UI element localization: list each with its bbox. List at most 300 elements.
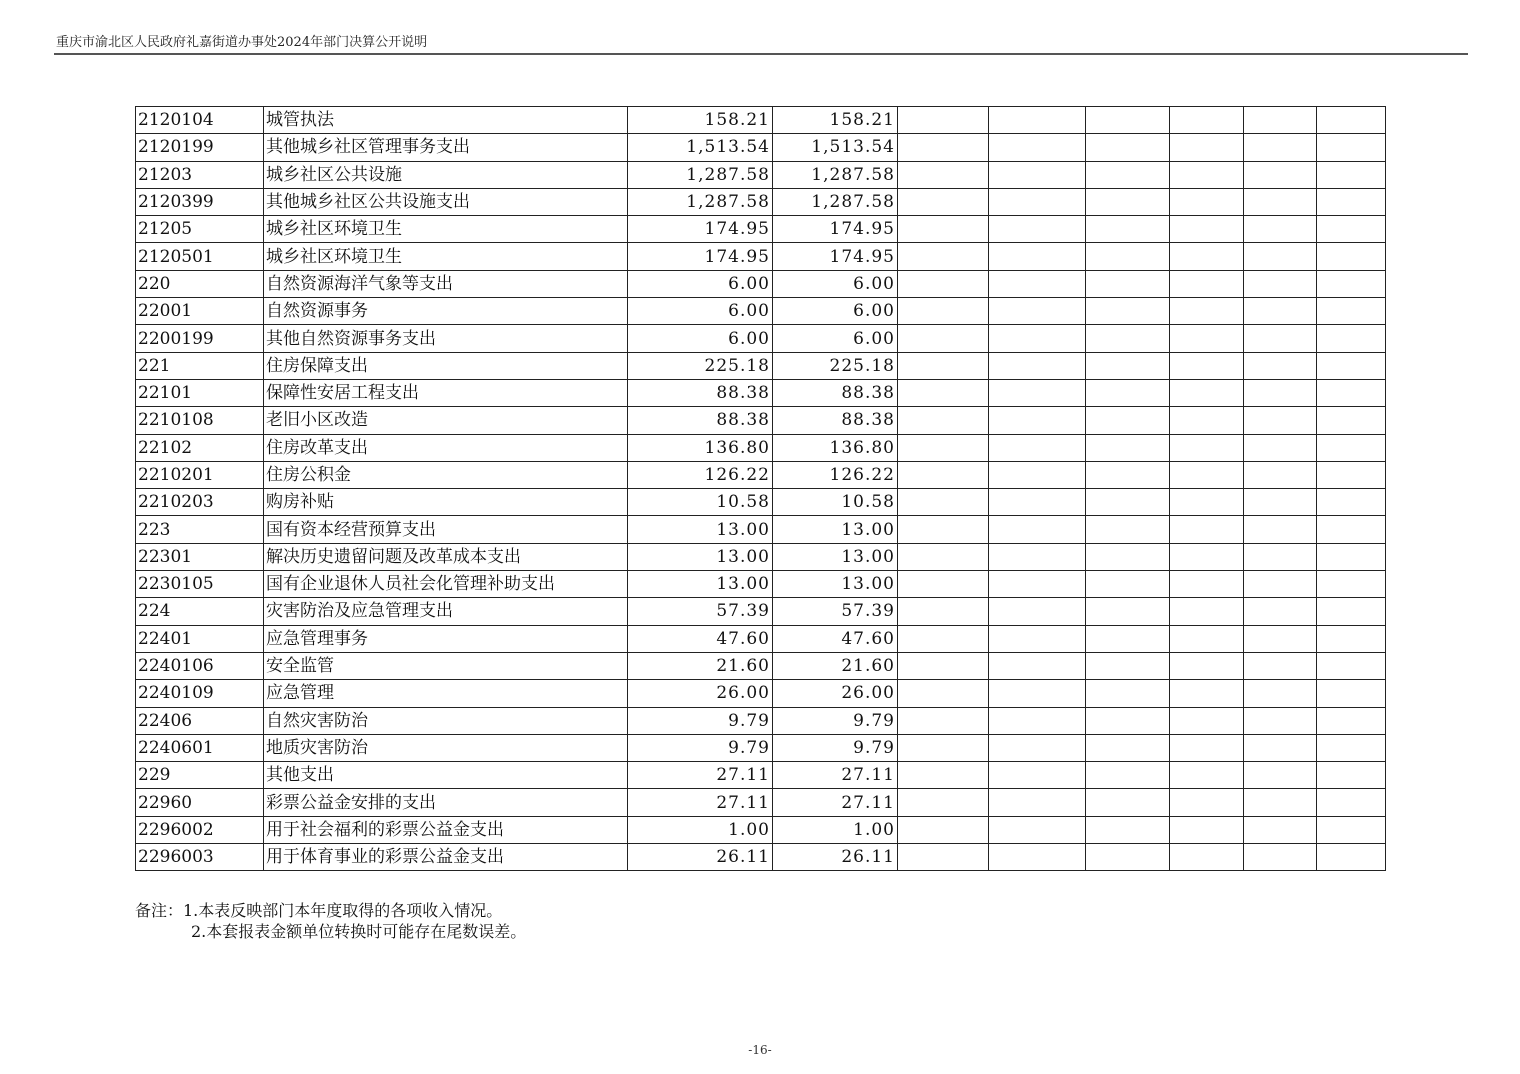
cell-amount-basic: 27.11 bbox=[773, 789, 898, 816]
cell-empty bbox=[1170, 680, 1244, 707]
cell-amount: 9.79 bbox=[628, 707, 773, 734]
cell-name: 其他支出 bbox=[264, 762, 628, 789]
cell-empty bbox=[1086, 489, 1170, 516]
cell-empty bbox=[1170, 652, 1244, 679]
cell-empty bbox=[989, 680, 1086, 707]
cell-name: 住房公积金 bbox=[264, 461, 628, 488]
cell-empty bbox=[989, 707, 1086, 734]
cell-empty bbox=[989, 625, 1086, 652]
table-row bbox=[136, 543, 1386, 570]
cell-empty bbox=[1244, 298, 1317, 325]
cell-empty bbox=[1086, 844, 1170, 871]
cell-empty bbox=[1317, 461, 1386, 488]
cell-amount-basic: 1.00 bbox=[773, 816, 898, 843]
cell-empty bbox=[1086, 352, 1170, 379]
table-row bbox=[136, 516, 1386, 543]
cell-empty bbox=[1317, 298, 1386, 325]
table-row bbox=[136, 844, 1386, 871]
cell-empty bbox=[1317, 161, 1386, 188]
cell-empty bbox=[1170, 188, 1244, 215]
cell-amount: 10.58 bbox=[628, 489, 773, 516]
cell-empty bbox=[1170, 625, 1244, 652]
cell-name: 住房改革支出 bbox=[264, 434, 628, 461]
cell-empty bbox=[1317, 434, 1386, 461]
cell-empty bbox=[1244, 707, 1317, 734]
cell-empty bbox=[1244, 134, 1317, 161]
cell-code: 22301 bbox=[136, 543, 264, 570]
cell-name: 应急管理 bbox=[264, 680, 628, 707]
cell-empty bbox=[1244, 652, 1317, 679]
cell-code: 21203 bbox=[136, 161, 264, 188]
cell-empty bbox=[989, 734, 1086, 761]
cell-empty bbox=[898, 680, 989, 707]
cell-empty bbox=[1086, 161, 1170, 188]
cell-name: 地质灾害防治 bbox=[264, 734, 628, 761]
cell-empty bbox=[1317, 352, 1386, 379]
cell-empty bbox=[1244, 461, 1317, 488]
cell-amount-basic: 6.00 bbox=[773, 325, 898, 352]
cell-name: 自然资源事务 bbox=[264, 298, 628, 325]
cell-empty bbox=[1244, 489, 1317, 516]
cell-empty bbox=[1086, 625, 1170, 652]
cell-empty bbox=[898, 434, 989, 461]
cell-empty bbox=[1086, 134, 1170, 161]
cell-amount: 158.21 bbox=[628, 107, 773, 134]
cell-empty bbox=[1244, 434, 1317, 461]
cell-empty bbox=[989, 489, 1086, 516]
table-row bbox=[136, 625, 1386, 652]
cell-empty bbox=[1170, 298, 1244, 325]
cell-name: 住房保障支出 bbox=[264, 352, 628, 379]
table-row bbox=[136, 652, 1386, 679]
cell-empty bbox=[989, 270, 1086, 297]
cell-empty bbox=[1244, 762, 1317, 789]
cell-empty bbox=[989, 407, 1086, 434]
cell-empty bbox=[989, 434, 1086, 461]
cell-amount: 174.95 bbox=[628, 243, 773, 270]
cell-empty bbox=[989, 543, 1086, 570]
cell-amount-basic: 6.00 bbox=[773, 298, 898, 325]
cell-empty bbox=[898, 652, 989, 679]
cell-empty bbox=[1317, 789, 1386, 816]
cell-empty bbox=[1170, 571, 1244, 598]
cell-amount: 13.00 bbox=[628, 571, 773, 598]
table-row bbox=[136, 243, 1386, 270]
table-row bbox=[136, 270, 1386, 297]
cell-code: 2296002 bbox=[136, 816, 264, 843]
cell-empty bbox=[1244, 680, 1317, 707]
cell-amount-basic: 6.00 bbox=[773, 270, 898, 297]
cell-empty bbox=[898, 543, 989, 570]
cell-code: 22401 bbox=[136, 625, 264, 652]
cell-code: 223 bbox=[136, 516, 264, 543]
cell-empty bbox=[1244, 352, 1317, 379]
cell-empty bbox=[1317, 107, 1386, 134]
cell-amount-basic: 9.79 bbox=[773, 707, 898, 734]
cell-name: 彩票公益金安排的支出 bbox=[264, 789, 628, 816]
table-row bbox=[136, 762, 1386, 789]
cell-empty bbox=[898, 598, 989, 625]
cell-empty bbox=[898, 516, 989, 543]
notes bbox=[135, 900, 526, 942]
cell-amount-basic: 9.79 bbox=[773, 734, 898, 761]
cell-amount: 126.22 bbox=[628, 461, 773, 488]
cell-empty bbox=[1317, 325, 1386, 352]
cell-empty bbox=[1317, 516, 1386, 543]
cell-empty bbox=[1086, 243, 1170, 270]
cell-amount: 26.11 bbox=[628, 844, 773, 871]
cell-empty bbox=[1170, 789, 1244, 816]
cell-empty bbox=[1086, 298, 1170, 325]
cell-empty bbox=[1086, 216, 1170, 243]
table-row bbox=[136, 461, 1386, 488]
cell-empty bbox=[1317, 707, 1386, 734]
table-row bbox=[136, 489, 1386, 516]
cell-empty bbox=[1317, 243, 1386, 270]
cell-empty bbox=[1086, 407, 1170, 434]
table-row bbox=[136, 325, 1386, 352]
cell-empty bbox=[989, 188, 1086, 215]
cell-empty bbox=[1170, 762, 1244, 789]
cell-amount: 225.18 bbox=[628, 352, 773, 379]
cell-code: 2240106 bbox=[136, 652, 264, 679]
cell-amount: 6.00 bbox=[628, 325, 773, 352]
cell-empty bbox=[989, 161, 1086, 188]
cell-amount: 136.80 bbox=[628, 434, 773, 461]
cell-empty bbox=[989, 598, 1086, 625]
cell-amount-basic: 1,287.58 bbox=[773, 188, 898, 215]
cell-name: 其他城乡社区管理事务支出 bbox=[264, 134, 628, 161]
cell-code: 2120199 bbox=[136, 134, 264, 161]
cell-empty bbox=[1317, 379, 1386, 406]
cell-code: 2120501 bbox=[136, 243, 264, 270]
cell-empty bbox=[1086, 379, 1170, 406]
cell-amount-basic: 26.11 bbox=[773, 844, 898, 871]
cell-empty bbox=[1317, 134, 1386, 161]
cell-name: 城乡社区环境卫生 bbox=[264, 243, 628, 270]
cell-empty bbox=[1086, 598, 1170, 625]
cell-empty bbox=[1086, 461, 1170, 488]
cell-empty bbox=[1086, 680, 1170, 707]
table-row bbox=[136, 707, 1386, 734]
cell-amount-basic: 13.00 bbox=[773, 543, 898, 570]
cell-empty bbox=[1317, 188, 1386, 215]
cell-empty bbox=[1244, 407, 1317, 434]
cell-amount-basic: 1,513.54 bbox=[773, 134, 898, 161]
cell-empty bbox=[1170, 734, 1244, 761]
cell-empty bbox=[898, 270, 989, 297]
cell-empty bbox=[1317, 844, 1386, 871]
cell-empty bbox=[898, 352, 989, 379]
cell-empty bbox=[989, 298, 1086, 325]
table-row bbox=[136, 571, 1386, 598]
cell-empty bbox=[1170, 352, 1244, 379]
cell-amount-basic: 174.95 bbox=[773, 216, 898, 243]
cell-amount-basic: 21.60 bbox=[773, 652, 898, 679]
cell-empty bbox=[1170, 216, 1244, 243]
page-header-title: 重庆市渝北区人民政府礼嘉街道办事处2024年部门决算公开说明 bbox=[56, 35, 428, 50]
cell-amount: 57.39 bbox=[628, 598, 773, 625]
cell-empty bbox=[898, 407, 989, 434]
cell-code: 2120399 bbox=[136, 188, 264, 215]
cell-empty bbox=[989, 216, 1086, 243]
cell-amount: 13.00 bbox=[628, 543, 773, 570]
cell-empty bbox=[1086, 571, 1170, 598]
cell-code: 22001 bbox=[136, 298, 264, 325]
cell-empty bbox=[898, 107, 989, 134]
cell-empty bbox=[1244, 216, 1317, 243]
table-row bbox=[136, 352, 1386, 379]
cell-empty bbox=[898, 161, 989, 188]
cell-amount-basic: 13.00 bbox=[773, 571, 898, 598]
cell-code: 2210201 bbox=[136, 461, 264, 488]
cell-empty bbox=[1086, 789, 1170, 816]
cell-code: 2210203 bbox=[136, 489, 264, 516]
cell-empty bbox=[1170, 270, 1244, 297]
cell-code: 221 bbox=[136, 352, 264, 379]
cell-code: 21205 bbox=[136, 216, 264, 243]
cell-amount: 26.00 bbox=[628, 680, 773, 707]
cell-empty bbox=[989, 516, 1086, 543]
cell-amount-basic: 26.00 bbox=[773, 680, 898, 707]
cell-amount-basic: 1,287.58 bbox=[773, 161, 898, 188]
cell-amount: 1,287.58 bbox=[628, 161, 773, 188]
cell-empty bbox=[1244, 789, 1317, 816]
cell-code: 22102 bbox=[136, 434, 264, 461]
header-divider bbox=[54, 53, 1468, 55]
cell-empty bbox=[898, 734, 989, 761]
cell-empty bbox=[1086, 762, 1170, 789]
cell-empty bbox=[1170, 598, 1244, 625]
cell-empty bbox=[1317, 543, 1386, 570]
cell-amount: 21.60 bbox=[628, 652, 773, 679]
cell-empty bbox=[989, 134, 1086, 161]
cell-empty bbox=[1086, 543, 1170, 570]
cell-amount: 13.00 bbox=[628, 516, 773, 543]
cell-empty bbox=[1317, 762, 1386, 789]
cell-amount: 47.60 bbox=[628, 625, 773, 652]
cell-amount: 174.95 bbox=[628, 216, 773, 243]
cell-code: 2230105 bbox=[136, 571, 264, 598]
cell-empty bbox=[898, 844, 989, 871]
table-row bbox=[136, 598, 1386, 625]
cell-empty bbox=[989, 107, 1086, 134]
cell-empty bbox=[1317, 734, 1386, 761]
cell-empty bbox=[1317, 407, 1386, 434]
cell-name: 购房补贴 bbox=[264, 489, 628, 516]
cell-name: 其他城乡社区公共设施支出 bbox=[264, 188, 628, 215]
cell-name: 安全监管 bbox=[264, 652, 628, 679]
cell-empty bbox=[1244, 107, 1317, 134]
cell-amount-basic: 88.38 bbox=[773, 407, 898, 434]
cell-empty bbox=[1317, 680, 1386, 707]
cell-empty bbox=[1170, 816, 1244, 843]
cell-amount-basic: 174.95 bbox=[773, 243, 898, 270]
cell-empty bbox=[1170, 407, 1244, 434]
cell-empty bbox=[1244, 734, 1317, 761]
cell-empty bbox=[1244, 379, 1317, 406]
cell-amount-basic: 126.22 bbox=[773, 461, 898, 488]
cell-name: 用于社会福利的彩票公益金支出 bbox=[264, 816, 628, 843]
table-row bbox=[136, 298, 1386, 325]
cell-amount: 1,287.58 bbox=[628, 188, 773, 215]
cell-empty bbox=[1317, 598, 1386, 625]
cell-amount-basic: 13.00 bbox=[773, 516, 898, 543]
cell-empty bbox=[1086, 516, 1170, 543]
cell-empty bbox=[1244, 543, 1317, 570]
cell-amount-basic: 158.21 bbox=[773, 107, 898, 134]
cell-amount-basic: 10.58 bbox=[773, 489, 898, 516]
cell-empty bbox=[989, 325, 1086, 352]
cell-empty bbox=[989, 844, 1086, 871]
cell-code: 22406 bbox=[136, 707, 264, 734]
table-row bbox=[136, 816, 1386, 843]
cell-name: 用于体育事业的彩票公益金支出 bbox=[264, 844, 628, 871]
cell-empty bbox=[989, 461, 1086, 488]
cell-empty bbox=[898, 379, 989, 406]
cell-amount-basic: 88.38 bbox=[773, 379, 898, 406]
page-number: -16- bbox=[748, 1043, 772, 1057]
cell-empty bbox=[1086, 734, 1170, 761]
cell-empty bbox=[1170, 434, 1244, 461]
cell-empty bbox=[1317, 625, 1386, 652]
cell-empty bbox=[989, 243, 1086, 270]
cell-name: 解决历史遗留问题及改革成本支出 bbox=[264, 543, 628, 570]
cell-amount-basic: 57.39 bbox=[773, 598, 898, 625]
cell-name: 应急管理事务 bbox=[264, 625, 628, 652]
note-line-2: 2.本套报表金额单位转换时可能存在尾数误差。 bbox=[191, 922, 527, 941]
cell-code: 224 bbox=[136, 598, 264, 625]
table-row bbox=[136, 216, 1386, 243]
cell-empty bbox=[1244, 325, 1317, 352]
cell-empty bbox=[1244, 598, 1317, 625]
cell-code: 229 bbox=[136, 762, 264, 789]
cell-code: 220 bbox=[136, 270, 264, 297]
cell-empty bbox=[1170, 161, 1244, 188]
cell-empty bbox=[1244, 243, 1317, 270]
cell-amount: 6.00 bbox=[628, 270, 773, 297]
cell-empty bbox=[898, 188, 989, 215]
cell-empty bbox=[1317, 571, 1386, 598]
cell-empty bbox=[1170, 325, 1244, 352]
cell-empty bbox=[1086, 434, 1170, 461]
cell-empty bbox=[1244, 270, 1317, 297]
table-row bbox=[136, 107, 1386, 134]
cell-empty bbox=[898, 707, 989, 734]
cell-code: 22960 bbox=[136, 789, 264, 816]
cell-empty bbox=[898, 298, 989, 325]
cell-name: 老旧小区改造 bbox=[264, 407, 628, 434]
table-row bbox=[136, 434, 1386, 461]
cell-name: 国有企业退休人员社会化管理补助支出 bbox=[264, 571, 628, 598]
cell-empty bbox=[989, 816, 1086, 843]
cell-empty bbox=[898, 134, 989, 161]
table-container bbox=[135, 106, 1386, 871]
table-row bbox=[136, 407, 1386, 434]
note-line-1: 备注：1.本表反映部门本年度取得的各项收入情况。 bbox=[135, 901, 503, 920]
cell-empty bbox=[1244, 816, 1317, 843]
table-row bbox=[136, 789, 1386, 816]
cell-name: 其他自然资源事务支出 bbox=[264, 325, 628, 352]
cell-code: 2210108 bbox=[136, 407, 264, 434]
cell-code: 2120104 bbox=[136, 107, 264, 134]
table-row bbox=[136, 161, 1386, 188]
cell-amount: 88.38 bbox=[628, 379, 773, 406]
cell-amount-basic: 136.80 bbox=[773, 434, 898, 461]
cell-empty bbox=[1086, 107, 1170, 134]
cell-empty bbox=[1244, 161, 1317, 188]
cell-empty bbox=[1317, 489, 1386, 516]
cell-empty bbox=[1170, 543, 1244, 570]
cell-code: 2240601 bbox=[136, 734, 264, 761]
cell-empty bbox=[989, 352, 1086, 379]
cell-empty bbox=[989, 652, 1086, 679]
cell-name: 保障性安居工程支出 bbox=[264, 379, 628, 406]
cell-amount: 9.79 bbox=[628, 734, 773, 761]
cell-name: 自然灾害防治 bbox=[264, 707, 628, 734]
cell-empty bbox=[1170, 243, 1244, 270]
expenditure-table bbox=[135, 106, 1386, 871]
cell-name: 城乡社区环境卫生 bbox=[264, 216, 628, 243]
cell-amount: 88.38 bbox=[628, 407, 773, 434]
table-body bbox=[136, 107, 1386, 871]
table-row bbox=[136, 134, 1386, 161]
cell-empty bbox=[1170, 516, 1244, 543]
table-row bbox=[136, 188, 1386, 215]
cell-empty bbox=[989, 762, 1086, 789]
cell-empty bbox=[1086, 270, 1170, 297]
cell-empty bbox=[1170, 461, 1244, 488]
cell-empty bbox=[898, 625, 989, 652]
cell-code: 2200199 bbox=[136, 325, 264, 352]
cell-empty bbox=[1317, 816, 1386, 843]
cell-empty bbox=[1170, 134, 1244, 161]
cell-empty bbox=[1170, 107, 1244, 134]
cell-amount-basic: 47.60 bbox=[773, 625, 898, 652]
cell-empty bbox=[1086, 325, 1170, 352]
cell-empty bbox=[898, 325, 989, 352]
cell-amount-basic: 27.11 bbox=[773, 762, 898, 789]
cell-empty bbox=[898, 789, 989, 816]
cell-empty bbox=[1244, 188, 1317, 215]
cell-empty bbox=[898, 216, 989, 243]
cell-empty bbox=[1086, 188, 1170, 215]
cell-empty bbox=[898, 571, 989, 598]
table-row bbox=[136, 680, 1386, 707]
cell-amount-basic: 225.18 bbox=[773, 352, 898, 379]
cell-amount: 1,513.54 bbox=[628, 134, 773, 161]
cell-empty bbox=[989, 789, 1086, 816]
cell-code: 22101 bbox=[136, 379, 264, 406]
cell-empty bbox=[1086, 707, 1170, 734]
cell-empty bbox=[1244, 571, 1317, 598]
cell-empty bbox=[989, 379, 1086, 406]
cell-empty bbox=[1086, 816, 1170, 843]
cell-empty bbox=[1086, 652, 1170, 679]
table-row bbox=[136, 734, 1386, 761]
cell-empty bbox=[1170, 379, 1244, 406]
cell-empty bbox=[1170, 844, 1244, 871]
cell-amount: 6.00 bbox=[628, 298, 773, 325]
cell-empty bbox=[1244, 625, 1317, 652]
cell-code: 2296003 bbox=[136, 844, 264, 871]
cell-empty bbox=[898, 762, 989, 789]
cell-name: 城乡社区公共设施 bbox=[264, 161, 628, 188]
cell-empty bbox=[898, 489, 989, 516]
cell-name: 国有资本经营预算支出 bbox=[264, 516, 628, 543]
cell-empty bbox=[898, 461, 989, 488]
cell-empty bbox=[1170, 707, 1244, 734]
